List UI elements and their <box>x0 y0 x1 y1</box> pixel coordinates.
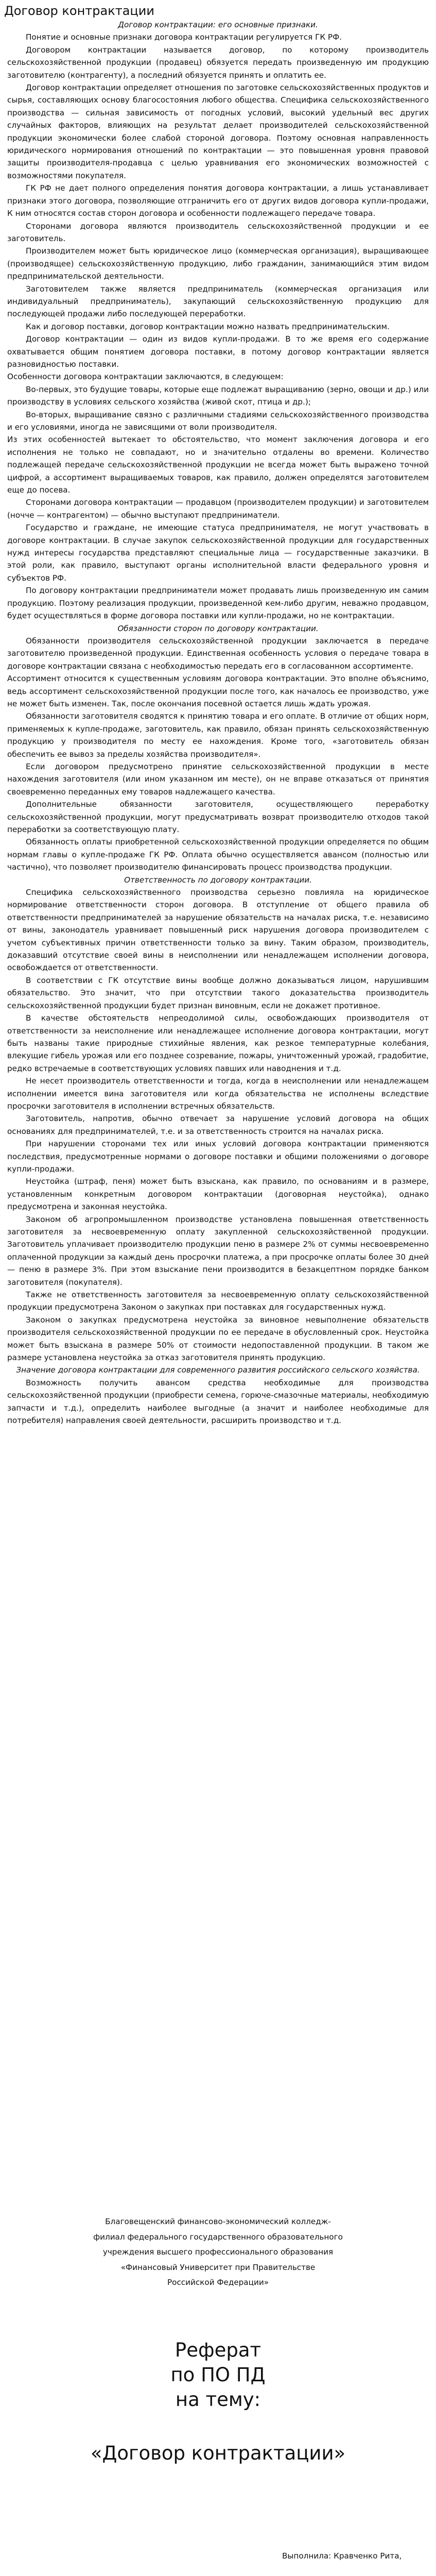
body-paragraph: Во-первых, это будущие товары, которые еще подлежат выращиванию (зерно, овощи и др.) или производству в условиях сельского хозяйства (живой скот, птица и др.); <box>7 384 429 407</box>
institution-line: Благовещенский финансово-экономический колледж- <box>105 2217 331 2226</box>
body-paragraph: Особенности договора контрактации заключаются, в следующем: <box>7 372 284 382</box>
body-paragraph: ГК РФ не дает полного определения понятия договора контрактации, а лишь устанавливает признаки этого договора, позволяющие отграничить его от других видов договора купли-продажи, К ним относятся состав сторон договора и особенности подлежащего передаче товара. <box>7 183 429 218</box>
institution-line: филиал федерального государственного образовательного <box>93 2232 343 2242</box>
institution-line: Российской Федерации» <box>167 2278 269 2287</box>
body-paragraph: Договором контрактации называется договор, по которому производитель сельскохозяйственной продукции (продавец) обязуется передать произведенную им продукцию заготовителю (контрагенту), а последний обязуется принять и оплатить ее. <box>7 45 429 80</box>
body-paragraph: Возможность получить авансом средства необходимые для производства сельскохозяйственной продукции (приобрести семена, горюче-смазочные материалы, необходимую запчасти и т.д.), определить наиболее выгодные (а значит и наиболее необходимые для потребителя) направления своей деятельности, расширить производство и т.д. <box>7 1378 429 1426</box>
institution-header <box>0 2214 436 2291</box>
body-paragraph: Обязанности производителя сельскохозяйственной продукции заключается в передаче заготовителю произведенной продукции. Единственная особенность условия о передаче товара в договоре контрактации связана с необходимостью передать его в согласованном ассортименте. <box>7 636 429 671</box>
body-paragraph: Во-вторых, выращивание связно с различными стадиями сельскохозяйственного производства и его условиями, иногда не зависящими от воли производителя. <box>7 410 429 432</box>
body-paragraph: Сторонами договора являются производитель сельскохозяйственной продукции и ее заготовитель. <box>7 221 429 243</box>
body-paragraph: При нарушении сторонами тех или иных условий договора контрактации применяются последствия, предусмотренные нормами о договоре поставки и общими положениями о договоре купли-продажи. <box>7 1139 429 1174</box>
institution-line: учреждения высшего профессионального образования <box>102 2247 334 2257</box>
body-paragraph: Также не ответственность заготовителя за несвоевременную оплату сельскохозяйственной продукции предусмотрена Законом о закупках при поставках для государственных нужд. <box>7 1290 429 1312</box>
topic-title: «Договор контрактации» <box>90 2442 346 2464</box>
section-subtitle: Договор контрактации: его основные признаки. <box>118 20 318 29</box>
body-paragraph: Ассортимент относится к существенным условиям договора контрактации. Это вполне объяснимо, ведь ассортимент сельскохозяйственной продукции после того, как началось ее производство, уже не может быть изменен. Так, после окончания посевной остается лишь ждать урожая. <box>7 674 429 708</box>
body-paragraph: Сторонами договора контрактации — продавцом (производителем продукции) и заготовителем (ночче — контрагентом) — обычно выступают предприниматели. <box>7 498 429 520</box>
body-paragraph: Законом о закупках предусмотрена неустойка за виновное невыполнение обязательств производителя сельскохозяйственной продукции по ее передаче в обусловленный срок. Неустойка может быть взыскана в размере 50% от стоимости недопоставленной продукции. В таком же размере установлена неустойка за отказ заготовителя принять продукцию. <box>7 1315 429 1363</box>
institution-line: «Финансовый Университет при Правительстве <box>120 2262 316 2272</box>
section-subtitle: Значение договора контрактации для современного развития российского сельского хозяйства. <box>16 1365 420 1375</box>
performer-line: Выполнила: Кравченко Рита, <box>282 2551 402 2561</box>
body-paragraph: Из этих особенностей вытекает то обстоятельство, что момент заключения договора и его исполнения не только не совпадают, но и значительно отдалены во времени. Количество подлежащей передаче сельскохозяйственной продукции не всегда может быть выражено точной цифрой, а ассортимент выращиваемых товаров, как правило, должен определятся заготовителем еще до посева. <box>7 435 429 495</box>
body-paragraph: Государство и граждане, не имеющие статуса предпринимателя, не могут участвовать в договоре контрактации. В случае закупок сельскохозяйственной продукции для государственных нужд интересы государства представляют специальные лица — государственные заказчики. В этой роли, как правило, выступают органы исполнительной власти федерального уровня и субъектов РФ. <box>7 523 429 583</box>
section-subtitle: Обязанности сторон по договору контрактации. <box>117 623 319 633</box>
body-paragraph: Неустойка (штраф, пеня) может быть взыскана, как правило, по основаниям и в размере, установленным конкретным договором контрактации (договорная неустойка), однако предусмотрена и законная неустойка. <box>7 1177 429 1212</box>
body-paragraph: Если договором предусмотрено принятие сельскохозяйственной продукции в месте нахождения заготовителя (или ином указанном им месте), он не вправе отказаться от принятия своевременно переданных ему товаров надлежащего качества. <box>7 761 429 796</box>
referat-line: на тему: <box>175 2388 261 2411</box>
referat-line: по ПО ПД <box>170 2364 266 2386</box>
page-title: Договор контрактации <box>4 4 154 18</box>
body-paragraph: Дополнительные обязанности заготовителя, осуществляющего переработку сельскохозяйственной продукции, могут предусматривать возврат производителю отходов такой переработки за соответствующую плату. <box>7 800 429 834</box>
body-paragraph: Производителем может быть юридическое лицо (коммерческая организация), выращивающее (производящее) сельскохозяйственную продукцию, либо гражданин, занимающийся этим видом предпринимательской деятельности. <box>7 246 429 281</box>
body-paragraph: Заготовитель, напротив, обычно отвечает за нарушение условий договора на общих основаниях для предпринимателей, т.е. и за ответственность строится на началах риска. <box>7 1114 429 1136</box>
section-subtitle: Ответственность по договору контрактации. <box>124 875 312 885</box>
body-paragraph: Заготовителем также является предприниматель (коммерческая организация или индивидуальный предприниматель), закупающий сельскохозяйственную продукцию для последующей продажи либо последующей переработки. <box>7 284 429 319</box>
body-paragraph: Договор контрактации — один из видов купли-продажи. В то же время его содержание охватывается общим понятием договора поставки, в потому договор контрактации является разновидностью поставки. <box>7 334 429 369</box>
body-paragraph: Договор контрактации определяет отношения по заготовке сельскохозяйственных продуктов и сырья, составляющих основу благосостояния любого общества. Специфика сельскохозяйственного производства — сильная зависимость от погодных условий, высокий удельный вес других случайных факторов, влияющих на результат делает производителей сельскохозяйственной продукции экономически более слабой стороной договора. Поэтому основная направленность юридического нормирования отношений по контрактации — это повышенная уровня правовой защиты производителя-продавца с целью уравнивания его экономических возможностей с возможностями покупателя. <box>7 83 429 180</box>
document-body <box>0 19 436 1427</box>
body-paragraph: Понятие и основные признаки договора контрактации регулируется ГК РФ. <box>26 32 342 42</box>
referat-heading <box>0 2338 436 2412</box>
body-paragraph: В качестве обстоятельств непреодолимой силы, освобождающих производителя от ответственности за неисполнение или ненадлежащее исполнение договора контрактации, могут быть названы такие природные стихийные явления, как резкое температурные колебания, влекущие гибель урожая или его позднее созревание, пожары, уничтоженный урожай, градобитие, редко встречаемые в соответствующих условиях павших или наводнения и т.д. <box>7 1013 429 1073</box>
body-paragraph: Специфика сельскохозяйственного производства серьезно повлияла на юридическое нормирование ответственности сторон договора. В отступление от общего правила об ответственности предпринимателей за нарушение обязательств на началах риска, т.е. независимо от вины, законодатель уравнивает повышенный риск нарушения договора производителем с учетом субъективных причин ответственности только за вину. Таким образом, производитель, доказавший отсутствие своей вины в неисполнении или ненадлежащем исполнении договора, освобождается от ответственности. <box>7 888 429 973</box>
body-paragraph: Как и договор поставки, договор контрактации можно назвать предпринимательским. <box>26 321 390 331</box>
body-paragraph: По договору контрактации предприниматели может продавать лишь произведенную им самим продукцию. Поэтому реализация продукции, произведенной кем-либо другим, неважно продавцом, будет осуществляться в форме договора поставки или купли-продажи, но не контрактации. <box>7 586 429 621</box>
title-page <box>0 2214 436 2576</box>
referat-line: Реферат <box>175 2339 261 2361</box>
body-paragraph: Обязанности заготовителя сводятся к принятию товара и его оплате. В отличие от общих норм, применяемых к купле-продаже, заготовитель, как правило, обязан принять сельскохозяйственную продукцию у производителя по месту ее нахождения. Кроме того, «заготовитель обязан обеспечить ее вывоз за пределы хозяйства производителя». <box>7 711 429 759</box>
body-paragraph: Не несет производитель ответственности и тогда, когда в неисполнении или ненадлежащем исполнении имеется вина заготовителя или когда обязательства не исполнены вследствие просрочки заготовителя в исполнении встречных обязательств. <box>7 1076 429 1111</box>
body-paragraph: Обязанность оплаты приобретенной сельскохозяйственной продукции определяется по общим нормам главы о купле-продаже ГК РФ. Оплата обычно осуществляется авансом (полностью или частично), что позволяет производителю финансировать процесс производства продукции. <box>7 837 429 872</box>
body-paragraph: Законом об агропромышленном производстве установлена повышенная ответственность заготовителя за несвоевременную оплату закупленной сельскохозяйственной продукции. Заготовитель уплачивает производителю продукции пеню в размере 2% от суммы несвоевременно оплаченной продукции за каждый день просрочки платежа, а при просрочке оплаты более 30 дней — пеню в размере 3%. При этом взыскание пени производится в безакцептном порядке банком заготовителя (покупателя). <box>7 1214 429 1287</box>
body-paragraph: В соответствии с ГК отсутствие вины вообще должно доказываться лицом, нарушившим обязательство. Это значит, что при отсутствии такого доказательства производитель сельскохозяйственной продукции будет признан виновным, если не докажет противное. <box>7 975 429 1010</box>
